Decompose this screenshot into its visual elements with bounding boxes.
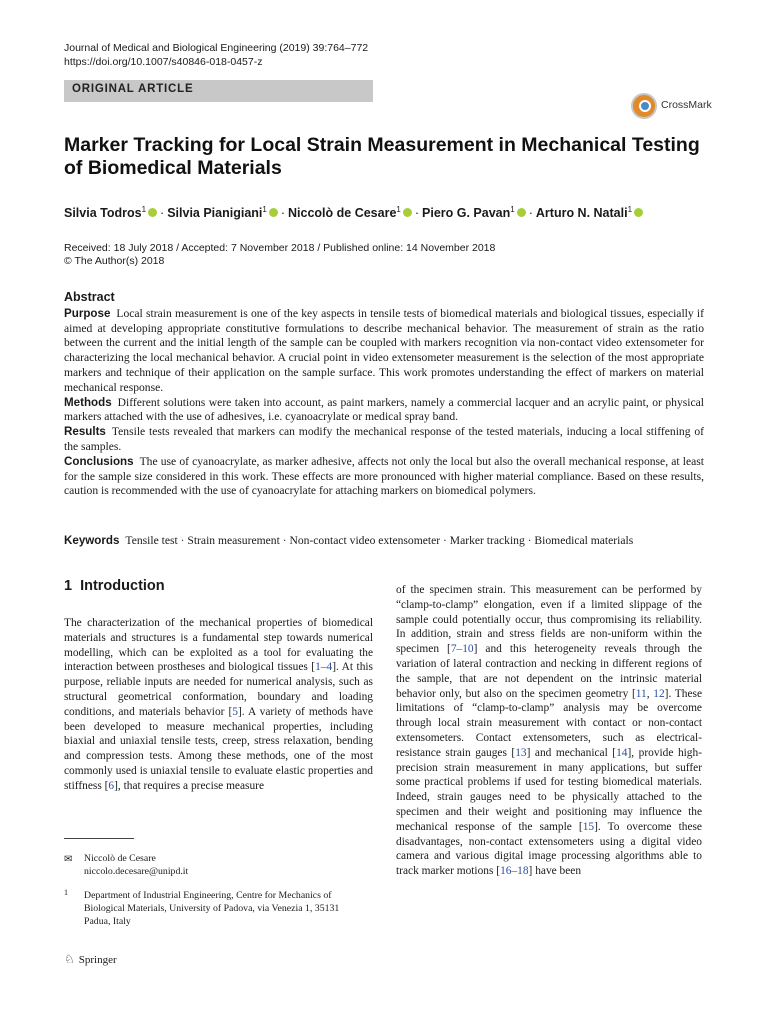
contact-name: Niccolò de Cesare bbox=[84, 853, 156, 864]
abstract-purpose: Purpose Local strain measurement is one of the key aspects in tensile tests of biomedical materials and biological tissues, especially if aimed at developing appropriate constitutive formulations to describe mechanical behavior. The measurement of strain as the ratio between the current and the initial length of the sample can be coupled with markers recognition via non-contact video extensometer for characterizing the local mechanical behavior. A crucial point in video extensometer measurement is the selection of the most appropriate markers and technique of their application on the sample surface. This work promotes understanding the effect of markers on material mechanical response. bbox=[64, 306, 704, 394]
publisher-logo bbox=[64, 952, 117, 967]
section-heading: 1 Introduction bbox=[64, 578, 165, 594]
orcid-icon[interactable] bbox=[269, 208, 278, 217]
publication-dates: Received: 18 July 2018 / Accepted: 7 November 2018 / Published online: 14 November 2018 bbox=[64, 242, 496, 254]
journal-citation: Journal of Medical and Biological Engineering (2019) 39:764–772 bbox=[64, 42, 369, 54]
keywords-text: Tensile test · Strain measurement · Non-contact video extensometer · Marker tracking · Biomedical materials bbox=[125, 534, 634, 547]
footnote-divider bbox=[64, 838, 134, 839]
publisher-name: Springer bbox=[78, 954, 117, 966]
article-title: Marker Tracking for Local Strain Measurement in Mechanical Testing of Biomedical Materials bbox=[64, 134, 700, 179]
orcid-icon[interactable] bbox=[148, 208, 157, 217]
author[interactable]: Piero G. Pavan$^1$ bbox=[422, 206, 526, 220]
contact-email[interactable]: niccolo.decesare@unipd.it bbox=[84, 866, 189, 877]
keywords bbox=[64, 533, 744, 548]
author[interactable]: Niccolò de Cesare$^1$ bbox=[288, 206, 412, 220]
body-column-right: of the specimen strain. This measurement can be performed by “clamp-to-clamp” elongation, even if a limited slippage of the sample could potentially occur, thus compromising its reliability. In addition, strain and stress fields are non-uniform within the specimen [7–10] and this heterogeneity reveals through the variation of lateral contraction and necking in different regions of the sample, that are not dependent on the intrinsic material behavior only, but also on the specimen geometry [11, 12]. These limitations of “clamp-to-clamp” analysis may be overcome through local strain measurement with contact or non-contact extensometers. Contact extensometers, such as electrical-resistance strain gauges [13] and mechanical [14], provide high-precision strain measurement in many applications, but suffer some practical problems if used for testing biomedical materials. Indeed, strain gauges need to be physically attached to the specimen and their weight and positioning may influence the mechanical response of the sample [15]. To overcome these disadvantages, non-contact extensometers using a digital video camera and various digital image processing algorithms able to track marker motions [16–18] have been bbox=[396, 584, 702, 878]
abstract-heading: Abstract bbox=[64, 290, 115, 304]
citation-link[interactable]: 5 bbox=[232, 705, 238, 718]
envelope-icon: ✉ bbox=[64, 854, 73, 865]
keywords-label: Keywords bbox=[64, 534, 120, 547]
affiliation-mark: 1 bbox=[64, 888, 68, 897]
citation-link[interactable]: 11 bbox=[635, 687, 647, 700]
abstract-methods: Methods Different solutions were taken into account, as paint markers, namely a commercial lacquer and an acrylic paint, or physical markers attached with the use of adhesives, i.e. cyanoacrylate or medical spray band. bbox=[64, 395, 704, 424]
citation-link[interactable]: 15 bbox=[582, 820, 595, 833]
citation-link[interactable]: 12 bbox=[653, 687, 665, 700]
author[interactable]: Arturo N. Natali$^1$ bbox=[536, 206, 643, 220]
orcid-icon[interactable] bbox=[403, 208, 412, 217]
abstract-results: Results Tensile tests revealed that markers can modify the mechanical response of the tested materials, inducing a local stiffening of the samples. bbox=[64, 425, 704, 453]
affiliation-footnote bbox=[64, 889, 364, 928]
crossmark-label: CrossMark bbox=[661, 99, 712, 111]
citation-link[interactable]: 7–10 bbox=[450, 643, 474, 656]
author[interactable]: Silvia Todros$^1$ bbox=[64, 206, 157, 220]
abstract-conclusions: Conclusions The use of cyanoacrylate, as marker adhesive, affects not only the local but also the overall mechanical response, at least for the sample size considered in this work. These effects are more pronounced with higher material compliance. Based on these results, caution is recommended with the use of cyanoacrylate for attaching markers on biomedical polymers. bbox=[64, 454, 704, 498]
author[interactable]: Silvia Pianigiani$^1$ bbox=[167, 206, 278, 220]
author-list: Silvia Todros$^1$ · Silvia Pianigiani$^1$ · Niccolò de Cesare$^1$ · Piero G. Pavan$^1$ · Arturo N. Natali$^1$ bbox=[64, 202, 744, 221]
abstract bbox=[64, 290, 704, 499]
citation-link[interactable]: 6 bbox=[108, 779, 115, 792]
citation-link[interactable]: 1–4 bbox=[315, 661, 333, 674]
springer-horse-icon: ♘ bbox=[64, 952, 75, 966]
orcid-icon[interactable] bbox=[517, 208, 526, 217]
doi-link[interactable]: https://doi.org/10.1007/s40846-018-0457-z bbox=[64, 56, 263, 68]
citation-link[interactable]: 14 bbox=[616, 746, 628, 759]
orcid-icon[interactable] bbox=[634, 208, 643, 217]
body-column-left: The characterization of the mechanical properties of biomedical materials and structures is a fundamental step towards numerical modelling, which can be exploited as a tool for evaluating the interaction between prostheses and biological tissues [1–4]. At this purpose, reliable inputs are needed for numerical analysis, such as structural geometrical conformation, boundary and loading conditions, and materials behavior [5]. A variety of methods have been developed to measure mechanical properties, including biaxial and uniaxial tensile tests, creep, stress relaxation, bending and compression tests. Among these methods, one of the most commonly used is uniaxial tensile to evaluate elastic properties and stiffness [6], that requires a precise measure bbox=[64, 617, 373, 792]
citation-link[interactable]: 13 bbox=[515, 746, 527, 759]
crossmark-icon bbox=[631, 93, 657, 119]
article-type-label: ORIGINAL ARTICLE bbox=[72, 83, 194, 95]
copyright-notice: © The Author(s) 2018 bbox=[64, 255, 165, 267]
citation-link[interactable]: 16–18 bbox=[500, 865, 529, 878]
affiliation-text: Department of Industrial Engineering, Centre for Mechanics of Biological Materials, University of Padova, via Venezia 1, 35131 Padua, Italy bbox=[84, 890, 340, 927]
article-type-bar bbox=[64, 80, 373, 102]
crossmark-badge[interactable] bbox=[631, 93, 743, 123]
corresponding-author-footnote bbox=[64, 852, 364, 878]
